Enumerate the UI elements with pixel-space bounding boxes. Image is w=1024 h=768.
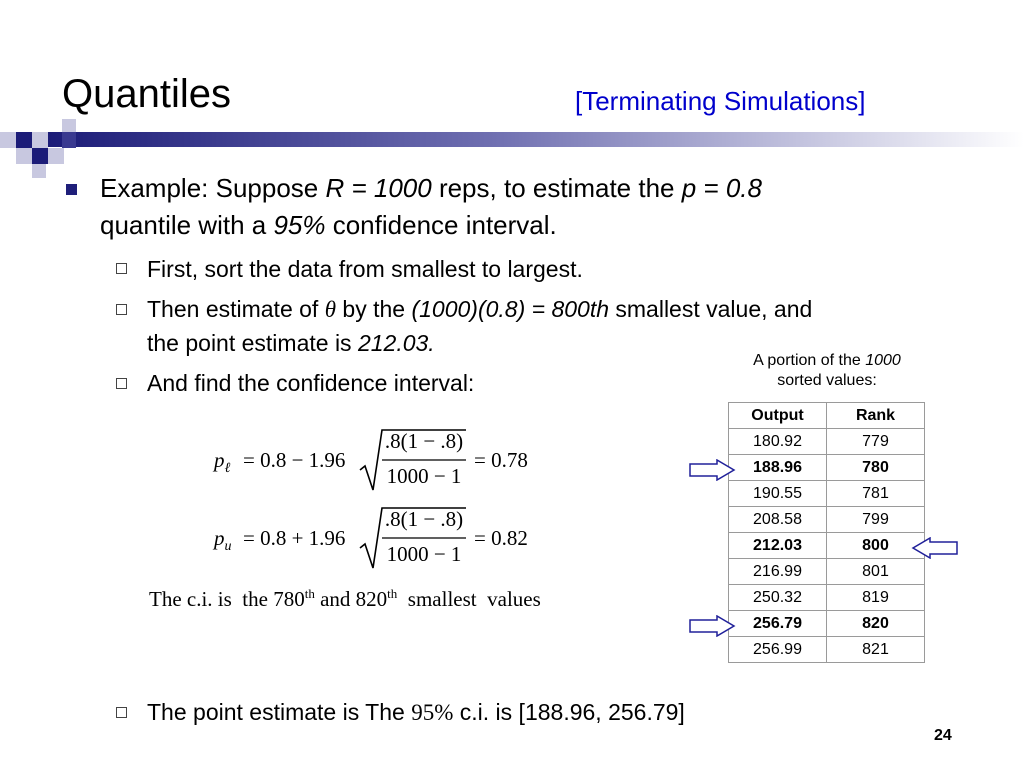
cell-rank: 779 bbox=[827, 429, 925, 455]
slide-subtitle: [Terminating Simulations] bbox=[575, 86, 866, 116]
pl-numerator: .8(1 − .8) bbox=[384, 429, 464, 453]
caption-line-1 bbox=[702, 351, 952, 371]
bullet1-text-c: quantile with a bbox=[100, 210, 274, 240]
cell-output: 208.58 bbox=[729, 507, 827, 533]
table-caption bbox=[702, 351, 952, 391]
sub-bullet-3: And find the confidence interval: bbox=[147, 370, 475, 396]
theta-symbol: θ bbox=[324, 297, 337, 322]
table-row bbox=[729, 637, 925, 663]
pu-denominator: 1000 − 1 bbox=[386, 542, 462, 566]
sub-bullet-1: First, sort the data from smallest to largest. bbox=[147, 256, 583, 282]
sub2-text-a: Then estimate of bbox=[147, 296, 325, 322]
ci-sup-2: th bbox=[387, 586, 398, 601]
sub4-conf: 95% bbox=[411, 700, 454, 725]
ci-sup-1: th bbox=[304, 586, 315, 601]
hollow-square-icon bbox=[116, 304, 127, 315]
formula-pl-lhs: = 0.8 − 1.96 bbox=[243, 448, 346, 472]
cell-output: 256.99 bbox=[729, 637, 827, 663]
sub2-expr: (1000)(0.8) = 800th bbox=[411, 296, 609, 322]
formula-pl-rhs: = 0.78 bbox=[474, 448, 528, 472]
sub4-text-a: The point estimate is The bbox=[147, 699, 412, 725]
arrow-right-icon bbox=[689, 615, 737, 637]
cell-output: 250.32 bbox=[729, 585, 827, 611]
caption-text-a: A portion of the bbox=[753, 352, 866, 369]
sub-bullet-4 bbox=[147, 696, 685, 729]
table-row bbox=[729, 507, 925, 533]
pu-sub: u bbox=[224, 539, 232, 555]
slide-title: Quantiles bbox=[62, 72, 231, 116]
hollow-square-icon bbox=[116, 707, 127, 718]
cell-rank: 820 bbox=[827, 611, 925, 637]
column-header-output: Output bbox=[729, 403, 827, 429]
ci-statement bbox=[149, 586, 541, 612]
bullet1-p: p = 0.8 bbox=[681, 173, 762, 203]
cell-rank: 800 bbox=[827, 533, 925, 559]
bullet1-conf: 95% bbox=[273, 210, 326, 240]
cell-output: 216.99 bbox=[729, 559, 827, 585]
page-number: 24 bbox=[934, 727, 952, 744]
sub2-value: 212.03. bbox=[357, 330, 435, 356]
formula-pl-label bbox=[214, 448, 230, 477]
bullet1-r: R = 1000 bbox=[325, 173, 432, 203]
bullet-line-1 bbox=[100, 170, 762, 206]
cell-rank: 799 bbox=[827, 507, 925, 533]
cell-rank: 819 bbox=[827, 585, 925, 611]
cell-rank: 801 bbox=[827, 559, 925, 585]
bullet1-text-b: reps, to estimate the bbox=[431, 173, 682, 203]
cell-output: 256.79 bbox=[729, 611, 827, 637]
ci-text-a: The c.i. is the 780 bbox=[149, 587, 305, 611]
table-row-highlighted bbox=[729, 611, 925, 637]
arrow-left-icon bbox=[910, 537, 958, 559]
pl-p: p bbox=[214, 448, 225, 472]
table-row bbox=[729, 481, 925, 507]
ci-text-c: smallest values bbox=[397, 587, 541, 611]
cell-output: 190.55 bbox=[729, 481, 827, 507]
sub2-text-b: by the bbox=[336, 296, 412, 322]
pl-denominator: 1000 − 1 bbox=[386, 464, 462, 488]
cell-rank: 821 bbox=[827, 637, 925, 663]
cell-rank: 781 bbox=[827, 481, 925, 507]
arrow-right-icon bbox=[689, 459, 737, 481]
table-header-row bbox=[729, 403, 925, 429]
table-row bbox=[729, 429, 925, 455]
sub-bullet-2-line-2 bbox=[147, 327, 435, 359]
caption-n: 1000 bbox=[865, 352, 901, 369]
hollow-square-icon bbox=[116, 378, 127, 389]
ci-text-b: and 820 bbox=[314, 587, 388, 611]
sub-bullet-2-line-1 bbox=[147, 293, 812, 326]
table-row bbox=[729, 585, 925, 611]
formula-pu-label bbox=[214, 526, 232, 555]
bullet-line-2 bbox=[100, 207, 557, 243]
cell-rank: 780 bbox=[827, 455, 925, 481]
cell-output: 188.96 bbox=[729, 455, 827, 481]
pu-p: p bbox=[214, 526, 225, 550]
caption-line-2: sorted values: bbox=[777, 372, 877, 389]
sub4-text-b: c.i. is [188.96, 256.79] bbox=[453, 699, 685, 725]
table-row-highlighted bbox=[729, 533, 925, 559]
column-header-rank: Rank bbox=[827, 403, 925, 429]
pl-sub: ℓ bbox=[224, 461, 231, 477]
pu-numerator: .8(1 − .8) bbox=[384, 507, 464, 531]
sub2-text-d: the point estimate is bbox=[147, 330, 358, 356]
sub2-text-c: smallest value, and bbox=[609, 296, 813, 322]
cell-output: 180.92 bbox=[729, 429, 827, 455]
sorted-values-table bbox=[728, 402, 925, 663]
cell-output: 212.03 bbox=[729, 533, 827, 559]
hollow-square-icon bbox=[116, 263, 127, 274]
bullet1-text-a: Example: Suppose bbox=[100, 173, 326, 203]
formula-pu-rhs: = 0.82 bbox=[474, 526, 528, 550]
bullet1-text-d: confidence interval. bbox=[325, 210, 557, 240]
table-row bbox=[729, 559, 925, 585]
formula-pu-lhs: = 0.8 + 1.96 bbox=[243, 526, 346, 550]
bullet-square-icon bbox=[66, 184, 77, 195]
table-row-highlighted bbox=[729, 455, 925, 481]
